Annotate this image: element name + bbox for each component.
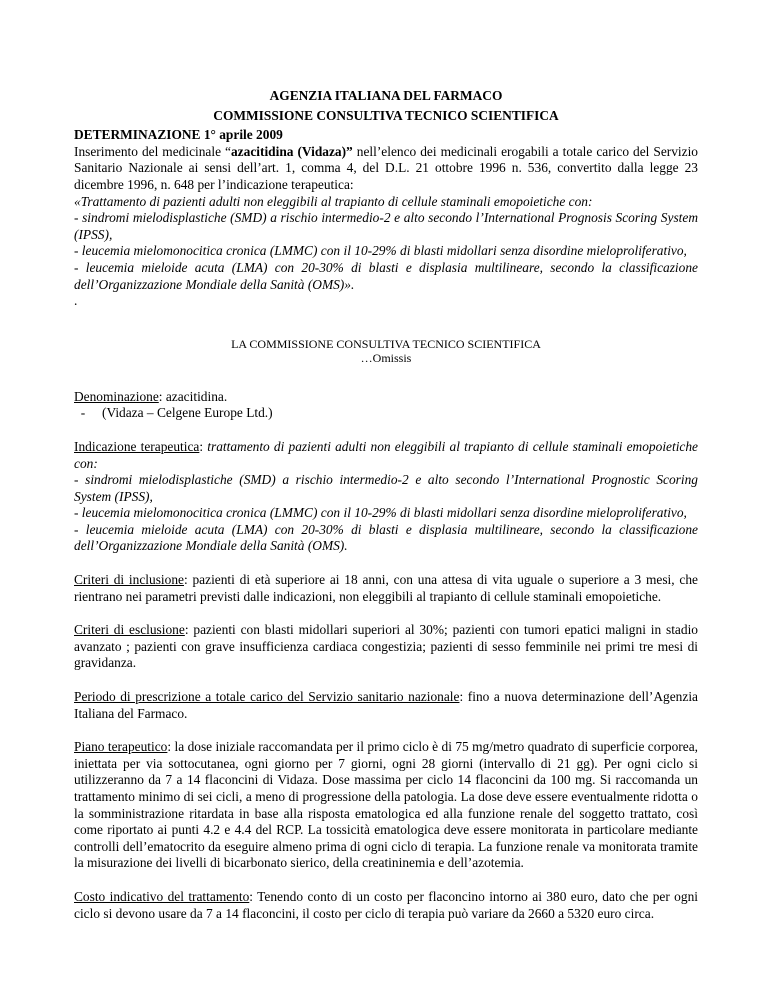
intro-paragraph [74,144,698,194]
commission-block-title: LA COMMISSIONE CONSULTIVA TECNICO SCIENTIFICA [231,336,541,351]
costo-label: Costo indicativo del trattamento [74,888,250,904]
commission-title: COMMISSIONE CONSULTIVA TECNICO SCIENTIFICA [213,107,559,123]
denominazione-line [74,389,698,406]
indicazione-lead: trattamento di pazienti adulti non eleggibili al trapianto di cellule staminali emopoietiche con: [74,438,698,471]
esclusione-text: : pazienti con blasti midollari superiori al 30%; pazienti con tumori epatici maligni in stadio avanzato ; pazienti con grave insufficienza cardiaca congestizia; pazienti di sesso femminile nei primi tre mesi di gravidanza. [74,622,698,671]
costo-paragraph [74,889,698,922]
intro-text-before: Inserimento del medicinale “ [74,143,231,159]
intro-indication-line: - sindromi mielodisplastiche (SMD) a rischio intermedio-2 e alto secondo l’International Prognosis Scoring System (IPSS), [74,210,698,242]
inclusione-text: : pazienti di età superiore ai 18 anni, con una attesa di vita uguale o superiore a 3 mesi, che rientrano nei parametri previsti dalle indicazioni, non eleggibili al trapianto di cellule staminali emopoietiche. [74,572,698,604]
esclusione-paragraph [74,622,698,672]
omissis-text: …Omissis [360,350,412,365]
costo-text: : Tenendo conto di un costo per flaconcino intorno ai 380 euro, dato che per ogni ciclo si devono usare da 7 a 14 flaconcini, il costo per ciclo di terapia può variare da 2660 a 5320 euro circa. [74,888,698,921]
intro-indication-line: - leucemia mieloide acuta (LMA) con 20-30% di blasti e displasia multilineare, secondo la classificazione dell’Organizzazione Mondiale della Sanità (OMS)». [74,259,698,292]
intro-dot: . [74,293,78,309]
denominazione-label: Denominazione [74,388,159,404]
inclusione-label: Criteri di inclusione [74,572,184,588]
denominazione-sub [74,405,698,422]
determination-heading: DETERMINAZIONE 1° aprile 2009 [74,127,283,143]
indicazione-line: - sindromi mielodisplastiche (SMD) a rischio intermedio-2 e alto secondo l’International Prognostic Scoring System (IPSS), [74,472,698,504]
intro-text-after: nell’elenco dei medicinali erogabili a totale carico del Servizio Sanitario Nazionale ai sensi dell’art. 1, comma 4, del D.L. 21 ottobre 1996 n. 536, convertito dalla legge 23 dicembre 1996, n. 648 per l’indicazione terapeutica: [74,143,699,192]
agency-title: AGENZIA ITALIANA DEL FARMACO [269,88,503,103]
intro-indication-line: - leucemia mielomonocitica cronica (LMMC) con il 10-29% di blasti midollari senza disordine mieloproliferativo, [74,243,687,259]
denominazione-sub-text: (Vidaza – Celgene Europe Ltd.) [102,405,273,421]
indicazione-colon: : [199,438,208,454]
indicazione-line: - leucemia mielomonocitica cronica (LMMC) con il 10-29% di blasti midollari senza disordine mieloproliferativo, [74,505,687,521]
periodo-paragraph [74,689,698,722]
piano-text: : la dose iniziale raccomandata per il primo ciclo è di 75 mg/metro quadrato di superficie corporea, iniettata per via sottocutanea, ogni giorno per 7 giorni, ogni 28 giorni (intervallo di 21 gg). Per ogni ciclo si utilizzeranno da 7 a 14 flaconcini di Vidaza. Dose massima per ciclo 14 flaconcini da 100 mg. Si raccomanda un trattamento minimo di sei cicli, a meno di progressione della patologia. La dose deve essere eventualmente ridotta o la somministrazione ritardata in base alla risposta ematologica ed alla funzione renale del soggetto trattato, così come riportato ai punti 4.2 e 4.4 del RCP. La tossicità ematologica deve essere monitorata in particolare mediante controlli dell’ematocrito da eseguire almeno prima di ogni ciclo di terapia. La funzione renale va monitorata tramite la misurazione dei livelli di bicarbonato sierico, della creatininemia e dell’azotemia. [74,739,698,871]
piano-paragraph [74,739,698,872]
periodo-text: : fino a nuova determinazione dell’Agenzia Italiana del Farmaco. [74,689,698,721]
inclusione-paragraph [74,572,698,605]
intro-indication-line: «Trattamento di pazienti adulti non eleggibili al trapianto di cellule staminali emopoietiche con: [74,193,593,209]
intro-drug-name: azacitidina (Vidaza)” [230,143,353,159]
indicazione-paragraph [74,439,698,472]
indicazione-label: Indicazione terapeutica [74,438,200,454]
esclusione-label: Criteri di esclusione [74,622,185,638]
piano-label: Piano terapeutico [74,739,168,755]
indicazione-line: - leucemia mieloide acuta (LMA) con 20-30% di blasti e displasia multilineare, secondo la classificazione dell’Organizzazione Mondiale della Sanità (OMS). [74,521,698,554]
periodo-label: Periodo di prescrizione a totale carico del Servizio sanitario nazionale [74,689,460,705]
dash-marker: - [80,405,86,421]
denominazione-value: : azacitidina. [158,388,228,404]
